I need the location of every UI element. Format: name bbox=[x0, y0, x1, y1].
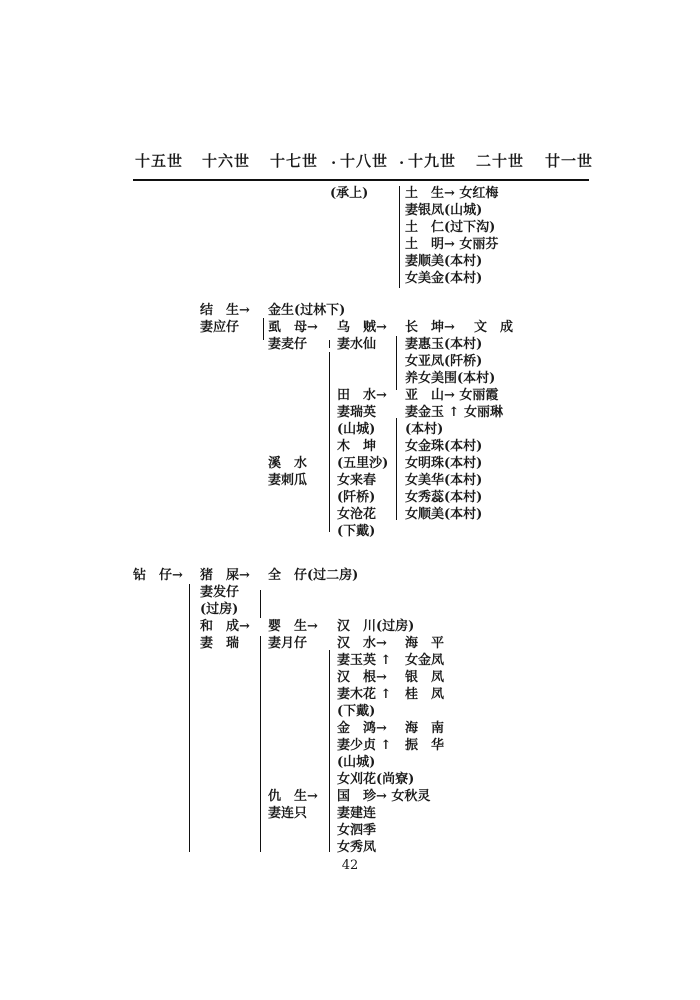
entry-daughter: 女刈花(尚寮) bbox=[337, 772, 415, 787]
entry-origin: (五里沙) bbox=[337, 456, 389, 471]
connector-line bbox=[263, 318, 264, 340]
entry-origin: (山城) bbox=[337, 755, 376, 770]
entry-zhushi: 猪 屎→ bbox=[200, 568, 250, 583]
entry-hanshui: 汉 水→ bbox=[337, 636, 387, 651]
entry-daughter: 女来春 bbox=[337, 473, 377, 488]
entry-daughter: 女秀蕊(本村) bbox=[405, 490, 483, 505]
entry-daughter: 女秀凤 bbox=[337, 840, 377, 855]
entry-wife: 妻水仙 bbox=[337, 337, 377, 352]
entry-wife: 妻月仔 bbox=[268, 636, 308, 651]
entry-quanzai: 全 仔(过二房) bbox=[268, 568, 359, 583]
connector-line bbox=[189, 584, 190, 852]
entry-hainan: 海 南 bbox=[405, 721, 445, 736]
entry-turen: 土 仁(过下沟) bbox=[405, 220, 496, 235]
entry-wife: 妻连只 bbox=[268, 806, 308, 821]
entry-wife: 妻木花 ↑ bbox=[337, 687, 392, 702]
entry-wife: 妻建连 bbox=[337, 806, 377, 821]
connector-line bbox=[329, 352, 330, 532]
entry-wife: 妻发仔 bbox=[200, 585, 240, 600]
connector-line bbox=[329, 650, 330, 852]
connector-line bbox=[260, 636, 261, 852]
generation-header-17: 十七世 bbox=[270, 152, 319, 170]
entry-yingsheng: 婴 生→ bbox=[268, 619, 318, 634]
entry-wife: 妻 瑞 bbox=[200, 636, 240, 651]
entry-wife: 妻金玉 ↑ 女丽琳 bbox=[405, 405, 503, 420]
generation-header-15: 十五世 bbox=[135, 152, 184, 170]
entry-wife: 妻刺瓜 bbox=[268, 473, 308, 488]
entry-jinsheng: 金生(过林下) bbox=[268, 303, 346, 318]
header-rule bbox=[133, 179, 589, 181]
entry-origin: (山城) bbox=[337, 422, 376, 437]
entry-jiesheng: 结 生→ bbox=[200, 303, 250, 318]
entry-daughter: 女明珠(本村) bbox=[405, 456, 483, 471]
entry-wife: 妻玉英 ↑ bbox=[337, 653, 392, 668]
entry-wuzei: 乌 贼→ bbox=[337, 320, 387, 335]
entry-wife: 妻顺美(本村) bbox=[405, 254, 483, 269]
generation-header-20: 二十世 bbox=[476, 152, 525, 170]
connector-line bbox=[260, 590, 261, 618]
entry-daughter: 女顺美(本村) bbox=[405, 507, 483, 522]
entry-daughter: 女泗季 bbox=[337, 823, 377, 838]
entry-haiping: 海 平 bbox=[405, 636, 445, 651]
entry-origin: (阡桥) bbox=[337, 490, 376, 505]
entry-hecheng: 和 成→ bbox=[200, 619, 250, 634]
generation-header-18: 十八世 bbox=[340, 152, 389, 170]
entry-mukun: 木 坤 bbox=[337, 439, 377, 454]
entry-zhenhua: 振 华 bbox=[405, 738, 445, 753]
entry-guozhen: 国 珍→ 女秋灵 bbox=[337, 789, 431, 804]
page-number: 42 bbox=[341, 858, 359, 873]
generation-header-16: 十六世 bbox=[202, 152, 251, 170]
entry-shimu: 虱 母→ bbox=[268, 320, 318, 335]
entry-hanchuan: 汉 川(过房) bbox=[337, 619, 415, 634]
entry-xishui: 溪 水 bbox=[268, 456, 308, 471]
entry-origin: (本村) bbox=[405, 422, 444, 437]
generation-header-21: 廿一世 bbox=[545, 152, 594, 170]
entry-tusheng: 土 生→ 女红梅 bbox=[405, 186, 499, 201]
entry-origin: (下戴) bbox=[337, 704, 376, 719]
entry-jinhong: 金 鸿→ bbox=[337, 721, 387, 736]
entry-hangen: 汉 根→ bbox=[337, 670, 387, 685]
connector-line bbox=[396, 418, 397, 520]
entry-yashan: 亚 山→ 女丽霞 bbox=[405, 388, 499, 403]
entry-tuming: 土 明→ 女丽芬 bbox=[405, 237, 499, 252]
entry-guifeng: 桂 凤 bbox=[405, 687, 445, 702]
entry-changkun: 长 坤→ bbox=[405, 320, 455, 335]
entry-wencheng: 文 成 bbox=[474, 320, 514, 335]
connector-line bbox=[329, 340, 330, 348]
connector-line bbox=[399, 186, 400, 288]
entry-daughter: 女美金(本村) bbox=[405, 271, 483, 286]
generation-header-19: 十九世 bbox=[408, 152, 457, 170]
entry-wife: 妻麦仔 bbox=[268, 337, 308, 352]
entry-wife: 妻惠玉(本村) bbox=[405, 337, 483, 352]
entry-chousheng: 仇 生→ bbox=[268, 789, 318, 804]
entry-yinfeng: 银 凤 bbox=[405, 670, 445, 685]
header-dot: . bbox=[399, 150, 406, 168]
entry-wife: 妻银凤(山城) bbox=[405, 203, 483, 218]
entry-daughter: 女金珠(本村) bbox=[405, 439, 483, 454]
entry-note: (过房) bbox=[200, 602, 239, 617]
entry-wife: 妻瑞英 bbox=[337, 405, 377, 420]
entry-daughter: 女亚凤(阡桥) bbox=[405, 354, 483, 369]
entry-daughter: 女沧花 bbox=[337, 507, 377, 522]
entry-tianshui: 田 水→ bbox=[337, 388, 387, 403]
header-dot: . bbox=[331, 150, 338, 168]
entry-adopted-daughter: 养女美围(本村) bbox=[405, 371, 496, 386]
entry-wife: 妻应仔 bbox=[200, 320, 240, 335]
entry-daughter: 女美华(本村) bbox=[405, 473, 483, 488]
entry-daughter: 女金凤 bbox=[405, 653, 445, 668]
entry-wife: 妻少贞 ↑ bbox=[337, 738, 392, 753]
connector-line bbox=[396, 336, 397, 390]
entry-zuanzai: 钻 仔→ bbox=[133, 568, 183, 583]
entry-origin: (下戴) bbox=[337, 524, 376, 539]
continued-note: (承上) bbox=[330, 186, 369, 201]
